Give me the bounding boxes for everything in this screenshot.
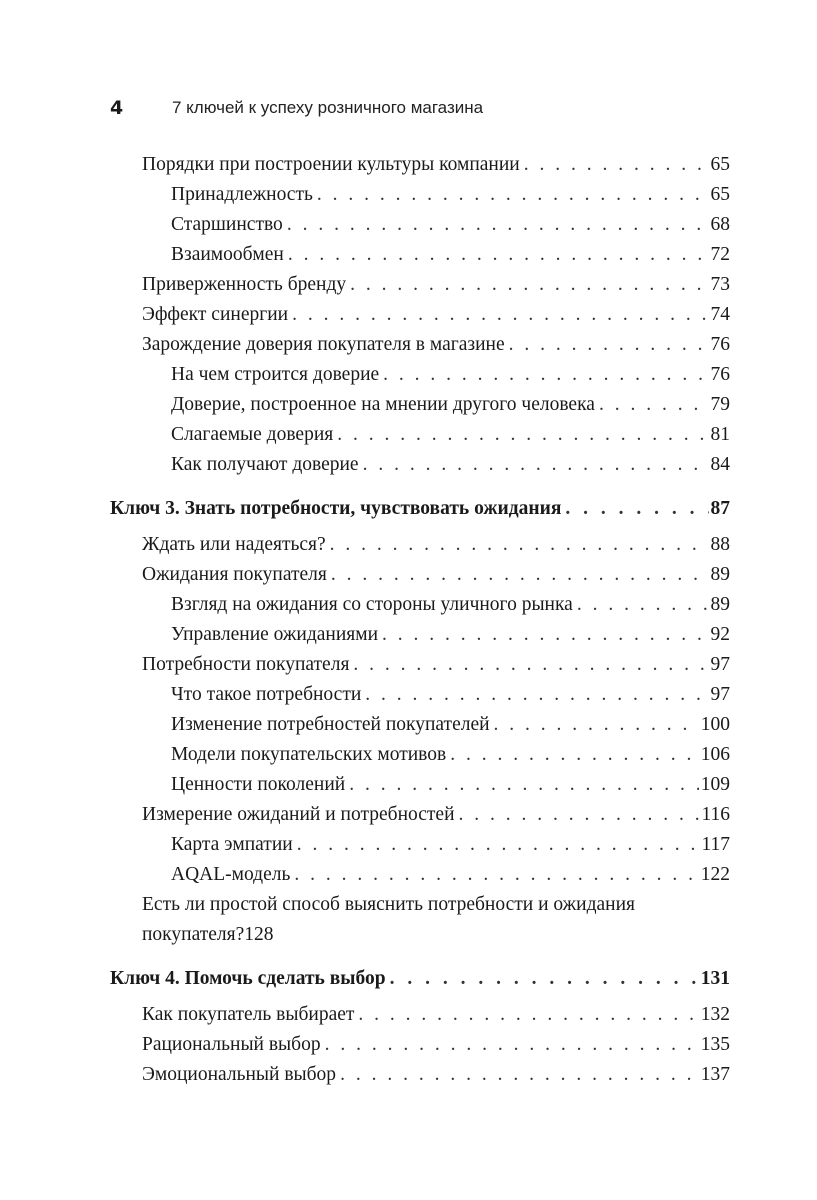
toc-entry-page: 109 — [700, 774, 730, 795]
dot-leader — [330, 530, 709, 560]
toc-entry[interactable] — [110, 830, 730, 860]
toc-entry-title: Изменение потребностей покупателей — [171, 714, 490, 735]
toc-entry-page: 65 — [710, 154, 730, 175]
page-number: 4 — [110, 97, 124, 119]
toc-entry[interactable] — [110, 390, 730, 420]
dot-leader — [349, 770, 699, 800]
toc-entry[interactable] — [110, 860, 730, 890]
toc-entry[interactable] — [110, 530, 730, 560]
toc-entry-title: Порядки при построении культуры компании — [142, 154, 520, 175]
toc-chapter-entry[interactable] — [110, 494, 730, 524]
toc-entry-title: Рациональный выбор — [142, 1034, 321, 1055]
dot-leader — [331, 560, 709, 590]
toc-entry-page: 76 — [710, 364, 730, 385]
running-header — [110, 94, 730, 122]
table-of-contents — [110, 150, 730, 1090]
toc-chapter-entry[interactable] — [110, 964, 730, 994]
toc-entry-title: Доверие, построенное на мнении другого человека — [171, 394, 595, 415]
toc-entry-page: 84 — [710, 454, 730, 475]
toc-entry-title: Ценности поколений — [171, 774, 346, 795]
toc-chapter-page: 87 — [710, 498, 730, 519]
toc-entry-page: 68 — [710, 214, 730, 235]
toc-entry-page: 97 — [710, 684, 730, 705]
toc-entry-title: Измерение ожиданий и потребностей — [142, 804, 455, 825]
toc-entry[interactable] — [110, 270, 730, 300]
toc-entry-page: 79 — [710, 394, 730, 415]
toc-entry-title: Потребности покупателя — [142, 654, 350, 675]
toc-entry-title: Эффект синергии — [142, 304, 289, 325]
toc-entry[interactable] — [110, 210, 730, 240]
toc-entry-title: Приверженность бренду — [142, 274, 347, 295]
dot-leader — [358, 1000, 698, 1030]
toc-entry[interactable] — [110, 240, 730, 270]
toc-entry-page: 128 — [244, 924, 274, 945]
dot-leader — [577, 590, 709, 620]
toc-entry-page: 74 — [710, 304, 730, 325]
toc-chapter-title: Ключ 4. Помочь сделать выбор — [110, 968, 386, 989]
toc-entry-page: 73 — [710, 274, 730, 295]
toc-entry-title: Принадлежность — [171, 184, 313, 205]
toc-entry[interactable] — [110, 1000, 730, 1030]
toc-entry-page: 81 — [710, 424, 730, 445]
toc-chapter-page: 131 — [700, 968, 730, 989]
toc-entry[interactable] — [110, 560, 730, 590]
toc-entry[interactable] — [110, 420, 730, 450]
dot-leader — [383, 360, 708, 390]
toc-entry[interactable] — [110, 180, 730, 210]
dot-leader — [350, 270, 708, 300]
dot-leader — [459, 800, 700, 830]
toc-entry[interactable] — [110, 620, 730, 650]
toc-entry[interactable] — [110, 650, 730, 680]
toc-entry[interactable] — [110, 800, 730, 830]
toc-entry-page: 88 — [710, 534, 730, 555]
dot-leader — [353, 650, 708, 680]
toc-entry-title: На чем строится доверие — [171, 364, 380, 385]
toc-entry[interactable] — [110, 740, 730, 770]
dot-leader — [294, 860, 698, 890]
toc-entry-page: 100 — [700, 714, 730, 735]
toc-entry[interactable] — [110, 770, 730, 800]
toc-entry-page: 132 — [700, 1004, 730, 1025]
toc-entry-page: 65 — [710, 184, 730, 205]
toc-entry-title: Ждать или надеяться? — [142, 534, 326, 555]
toc-entry[interactable] — [110, 150, 730, 180]
dot-leader — [509, 330, 709, 360]
toc-entry[interactable] — [110, 450, 730, 480]
dot-leader — [325, 1030, 699, 1060]
toc-entry[interactable] — [110, 300, 730, 330]
toc-entry-page: 72 — [710, 244, 730, 265]
dot-leader — [340, 1060, 699, 1090]
dot-leader — [337, 420, 708, 450]
dot-leader — [599, 390, 709, 420]
toc-entry-title: Слагаемые доверия — [171, 424, 334, 445]
toc-entry[interactable] — [110, 590, 730, 620]
dot-leader — [382, 620, 708, 650]
toc-entry-title: Старшинство — [171, 214, 283, 235]
dot-leader — [297, 830, 700, 860]
toc-entry[interactable] — [110, 1030, 730, 1060]
toc-entry[interactable] — [110, 710, 730, 740]
toc-entry-title: Зарождение доверия покупателя в магазине — [142, 334, 505, 355]
toc-entry-title: Взгляд на ожидания со стороны уличного рынка — [171, 594, 573, 615]
toc-entry[interactable] — [110, 890, 730, 950]
toc-entry-page: 135 — [700, 1034, 730, 1055]
dot-leader — [317, 180, 709, 210]
toc-entry-page: 117 — [701, 834, 730, 855]
dot-leader — [450, 740, 699, 770]
dot-leader — [494, 710, 699, 740]
toc-entry-page: 122 — [700, 864, 730, 885]
toc-entry-title: AQAL-модель — [171, 864, 291, 885]
dot-leader — [292, 300, 708, 330]
toc-entry-title: Ожидания покупателя — [142, 564, 327, 585]
dot-leader — [524, 150, 709, 180]
toc-entry-title: Управление ожиданиями — [171, 624, 379, 645]
toc-entry-page: 116 — [701, 804, 730, 825]
toc-entry-title: Карта эмпатии — [171, 834, 293, 855]
toc-entry[interactable] — [110, 680, 730, 710]
dot-leader — [565, 494, 708, 524]
toc-entry-title: Как получают доверие — [171, 454, 359, 475]
dot-leader — [288, 240, 709, 270]
toc-entry-page: 92 — [710, 624, 730, 645]
toc-entry[interactable] — [110, 1060, 730, 1090]
toc-entry-page: 137 — [700, 1064, 730, 1085]
toc-entry[interactable] — [110, 330, 730, 360]
toc-entry[interactable] — [110, 360, 730, 390]
toc-entry-title: Есть ли простой способ выяснить потребности и ожидания — [142, 894, 635, 915]
dot-leader — [390, 964, 699, 994]
toc-entry-page: 89 — [710, 594, 730, 615]
toc-entry-title: Модели покупательских мотивов — [171, 744, 447, 765]
toc-entry-page: 106 — [700, 744, 730, 765]
toc-entry-page: 76 — [710, 334, 730, 355]
toc-chapter-title: Ключ 3. Знать потребности, чувствовать ожидания — [110, 498, 562, 519]
toc-entry-title: Эмоциональный выбор — [142, 1064, 337, 1085]
dot-leader — [365, 680, 708, 710]
toc-entry-title: Что такое потребности — [171, 684, 362, 705]
dot-leader — [287, 210, 709, 240]
toc-entry-title: Взаимообмен — [171, 244, 284, 265]
dot-leader — [363, 450, 709, 480]
toc-entry-title-continued: покупателя? — [142, 924, 245, 945]
toc-entry-title: Как покупатель выбирает — [142, 1004, 355, 1025]
toc-entry-page: 89 — [710, 564, 730, 585]
toc-entry-page: 97 — [710, 654, 730, 675]
running-title: 7 ключей к успеху розничного магазина — [172, 98, 484, 117]
